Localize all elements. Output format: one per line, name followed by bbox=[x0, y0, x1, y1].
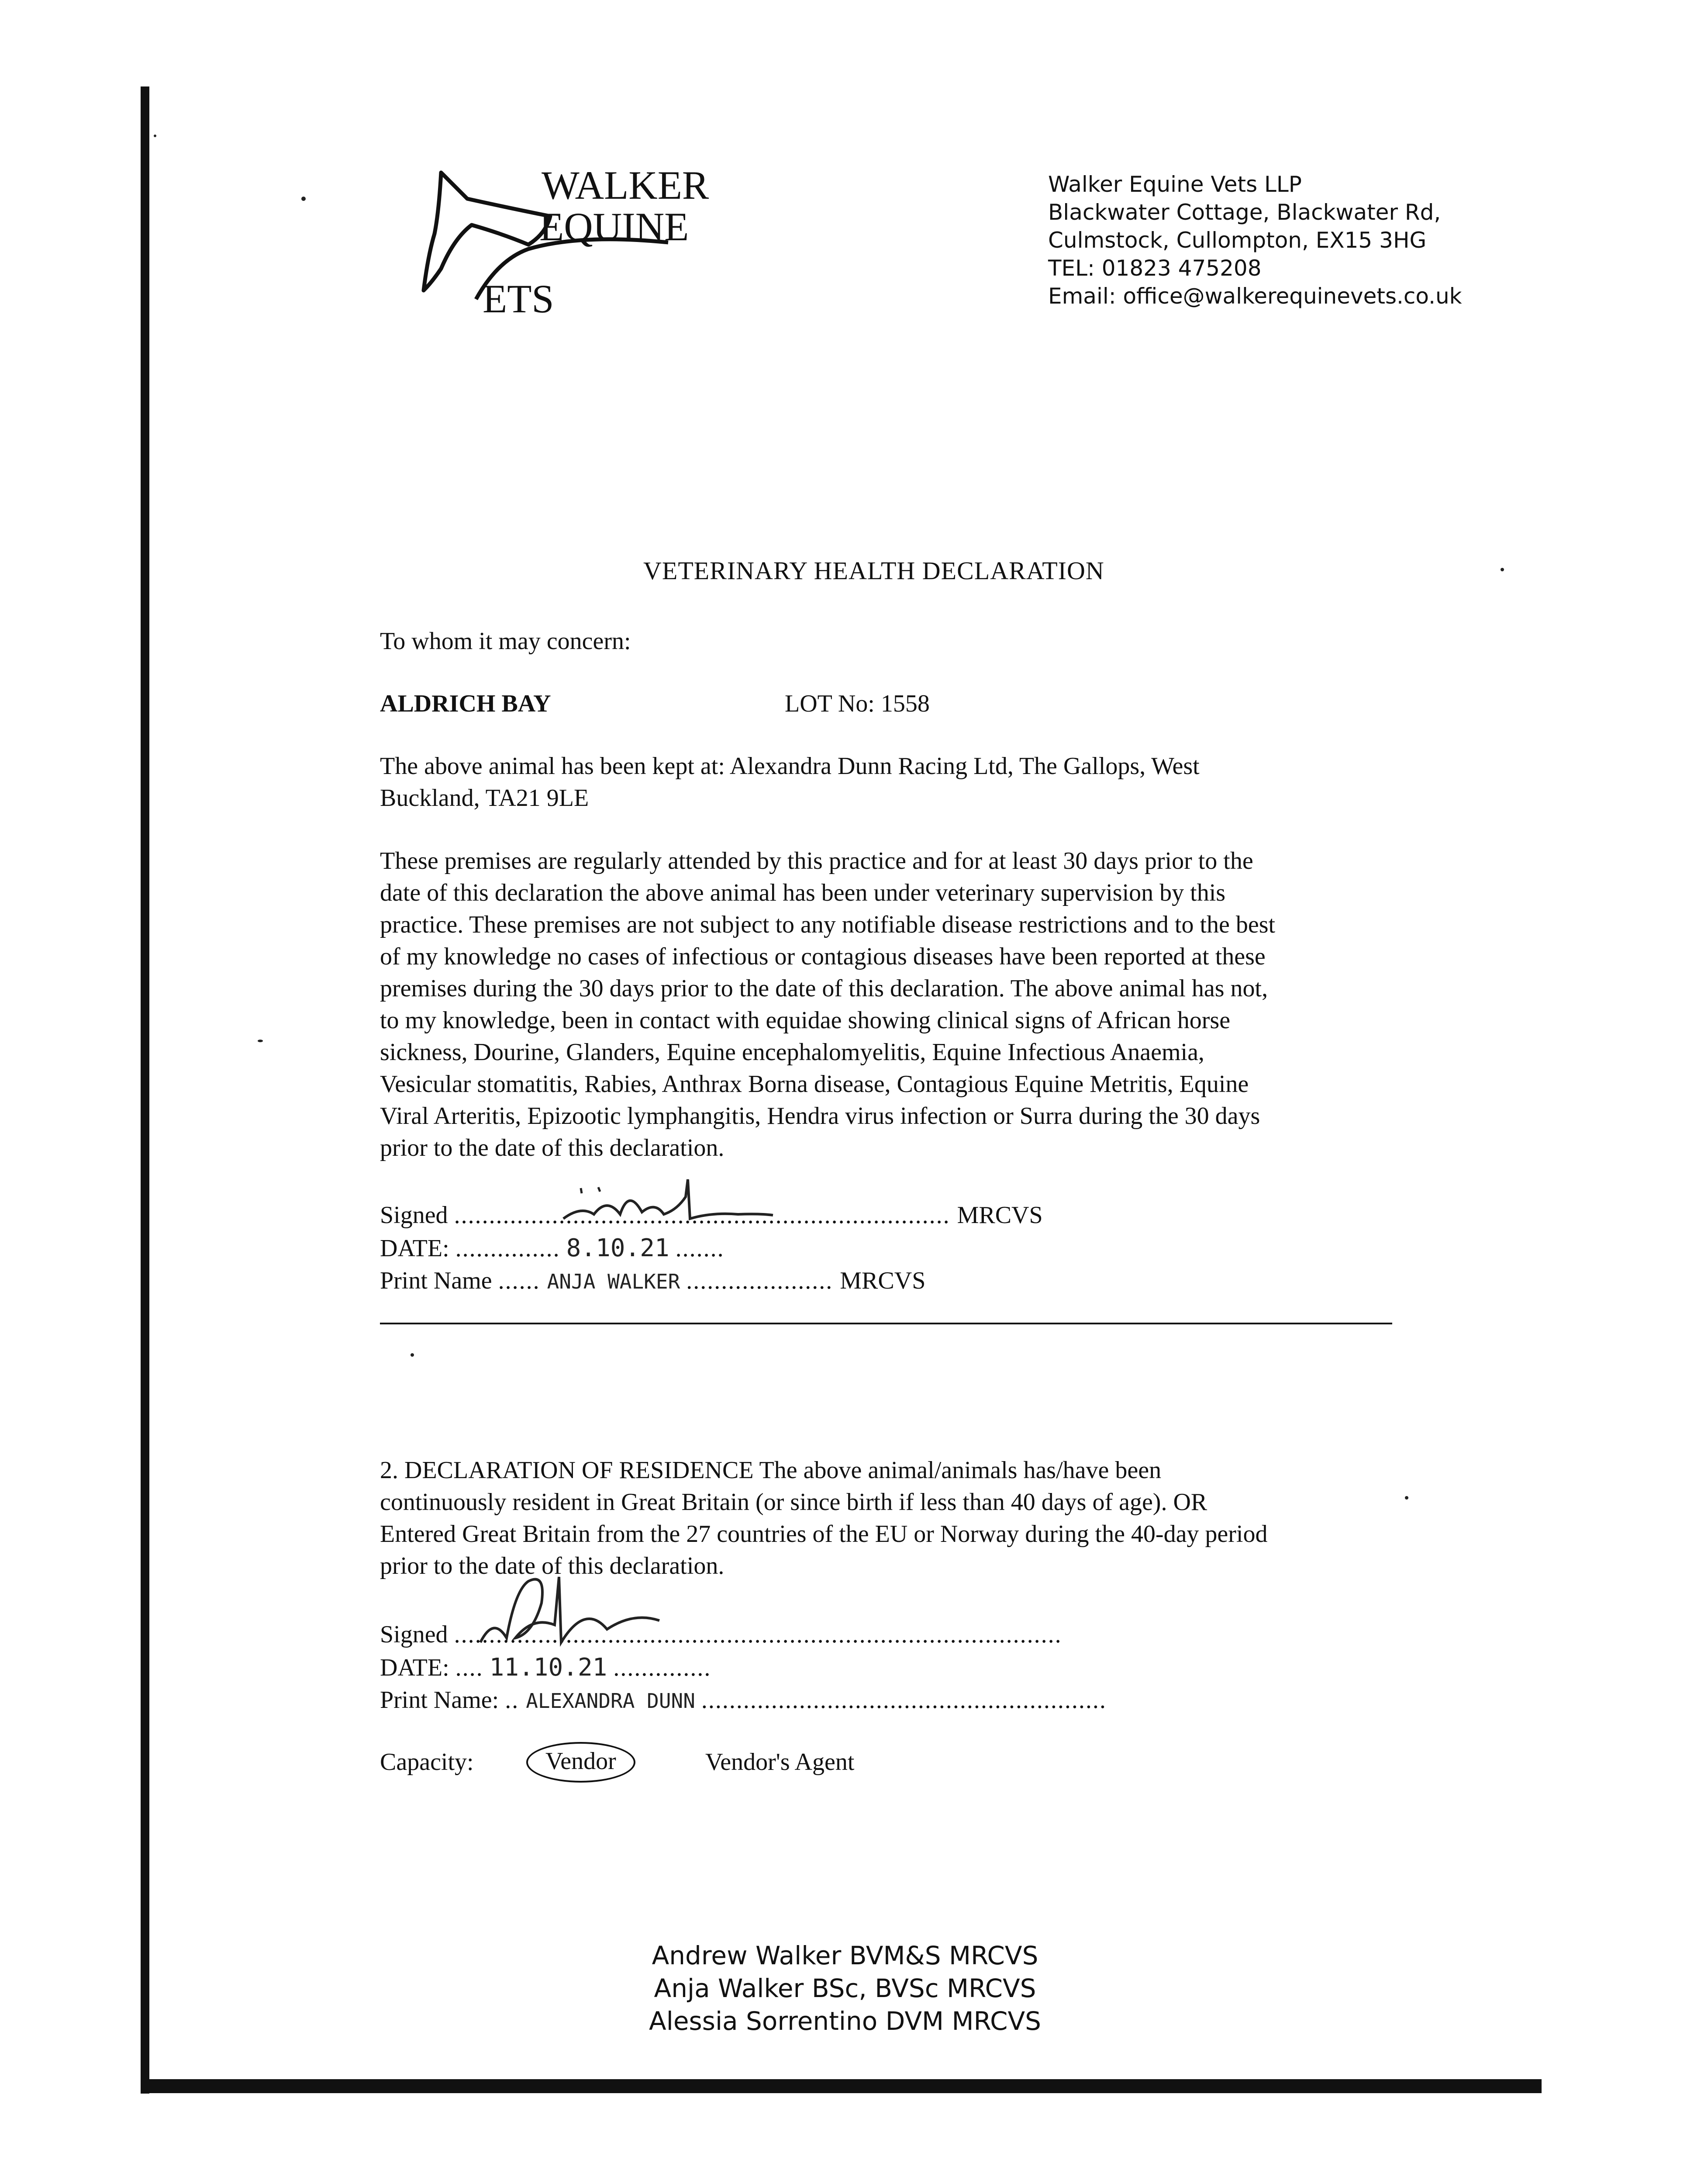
logo-word-walker: WALKER bbox=[542, 168, 709, 207]
paragraph-line: prior to the date of this declaration. bbox=[380, 1134, 724, 1161]
paragraph-line: 2. DECLARATION OF RESIDENCE The above animal/animals has/have been bbox=[380, 1457, 1162, 1484]
document-title: VETERINARY HEALTH DECLARATION bbox=[643, 556, 1104, 585]
scan-speck bbox=[411, 1353, 414, 1357]
vet-signed-row: Signed ....................................................................... MRCVS bbox=[380, 1202, 1043, 1229]
declaration-paragraph bbox=[380, 845, 1275, 1164]
vet-signature bbox=[555, 1171, 782, 1227]
capacity-option-vendor-selected: Vendor bbox=[526, 1742, 635, 1783]
practice-vets-list bbox=[533, 1939, 1157, 2038]
address-line: Walker Equine Vets LLP bbox=[1048, 172, 1302, 197]
paragraph-line: continuously resident in Great Britain (or since birth if less than 40 days of age). OR bbox=[380, 1489, 1207, 1516]
paragraph-line: sickness, Dourine, Glanders, Equine encephalomyelitis, Equine Infectious Anaemia, bbox=[380, 1039, 1204, 1066]
vet-print-name-row: Print Name ...... ANJA WALKER ..................... MRCVS bbox=[380, 1267, 926, 1294]
horse-head-icon bbox=[424, 173, 550, 290]
scan-speck bbox=[258, 1040, 263, 1042]
walker-equine-vets-logo bbox=[415, 168, 721, 317]
paragraph-line: of my knowledge no cases of infectious or contagious diseases have been reported at these bbox=[380, 943, 1266, 970]
logo-word-equine: EQUINE bbox=[539, 204, 689, 249]
scan-speck bbox=[154, 135, 156, 137]
scan-bottom-border bbox=[141, 2079, 1542, 2093]
greeting: To whom it may concern: bbox=[380, 628, 631, 655]
vendor-print-name-value: ALEXANDRA DUNN bbox=[526, 1689, 695, 1713]
scan-left-border bbox=[141, 86, 149, 2094]
address-line: Blackwater Cottage, Blackwater Rd, bbox=[1048, 200, 1441, 225]
paragraph-line: date of this declaration the above animal has been under veterinary supervision by this bbox=[380, 879, 1226, 906]
logo-word-ets: ETS bbox=[483, 276, 554, 317]
address-email: Email: office@walkerequinevets.co.uk bbox=[1048, 283, 1462, 309]
residence-declaration bbox=[380, 1455, 1268, 1582]
vendor-date-value: 11.10.21 bbox=[489, 1653, 607, 1682]
signed-label: Signed bbox=[380, 1202, 448, 1229]
date-label: DATE: bbox=[380, 1235, 449, 1262]
capacity-label: Capacity: bbox=[380, 1749, 474, 1776]
capacity-option-vendors-agent: Vendor's Agent bbox=[705, 1749, 855, 1776]
scan-speck bbox=[301, 197, 306, 201]
signed-label: Signed bbox=[380, 1621, 448, 1648]
paragraph-line: premises during the 30 days prior to the date of this declaration. The above animal has not, bbox=[380, 975, 1268, 1002]
practice-address bbox=[1048, 170, 1462, 310]
lot-number: LOT No: 1558 bbox=[785, 690, 930, 717]
date-label: DATE: bbox=[380, 1654, 449, 1681]
vet-credential-line: Alessia Sorrentino DVM MRCVS bbox=[649, 2006, 1041, 2036]
paragraph-line: Buckland, TA21 9LE bbox=[380, 784, 589, 812]
paragraph-line: practice. These premises are not subject to any notifiable disease restrictions and to the best bbox=[380, 911, 1276, 938]
vet-date-row: DATE: ............... 8.10.21 ....... bbox=[380, 1234, 724, 1262]
vet-date-value: 8.10.21 bbox=[566, 1234, 669, 1262]
mrcvs-suffix: MRCVS bbox=[957, 1202, 1043, 1229]
paragraph-line: prior to the date of this declaration. bbox=[380, 1552, 724, 1579]
vet-credential-line: Andrew Walker BVM&S MRCVS bbox=[652, 1941, 1038, 1970]
paragraph-line: Entered Great Britain from the 27 countries of the EU or Norway during the 40-day period bbox=[380, 1521, 1268, 1548]
premises-paragraph bbox=[380, 750, 1200, 814]
scan-speck bbox=[1501, 568, 1504, 571]
horse-name: ALDRICH BAY bbox=[380, 690, 551, 717]
paragraph-line: Vesicular stomatitis, Rabies, Anthrax Borna disease, Contagious Equine Metritis, Equine bbox=[380, 1071, 1249, 1098]
paragraph-line: Viral Arteritis, Epizootic lymphangitis, Hendra virus infection or Surra during the 30 days bbox=[380, 1102, 1260, 1130]
vendor-signature bbox=[463, 1564, 742, 1664]
mrcvs-suffix: MRCVS bbox=[840, 1267, 926, 1294]
print-name-label: Print Name bbox=[380, 1267, 492, 1294]
section-divider bbox=[380, 1323, 1392, 1324]
scan-speck bbox=[1405, 1496, 1408, 1500]
vendor-print-name-row: Print Name: .. ALEXANDRA DUNN .......................................................... bbox=[380, 1686, 1107, 1714]
paragraph-line: to my knowledge, been in contact with equidae showing clinical signs of African horse bbox=[380, 1007, 1231, 1034]
vendor-signed-row: Signed ....................................................................................... bbox=[380, 1621, 1062, 1648]
paragraph-line: These premises are regularly attended by this practice and for at least 30 days prior to the bbox=[380, 847, 1253, 874]
vendor-date-row: DATE: .... 11.10.21 .............. bbox=[380, 1653, 711, 1682]
paragraph-line: The above animal has been kept at: Alexandra Dunn Racing Ltd, The Gallops, West bbox=[380, 753, 1200, 780]
print-name-label: Print Name: bbox=[380, 1686, 499, 1714]
vet-print-name-value: ANJA WALKER bbox=[547, 1270, 680, 1293]
address-line: TEL: 01823 475208 bbox=[1048, 256, 1262, 281]
address-line: Culmstock, Cullompton, EX15 3HG bbox=[1048, 228, 1427, 253]
vet-credential-line: Anja Walker BSc, BVSc MRCVS bbox=[654, 1973, 1036, 2003]
